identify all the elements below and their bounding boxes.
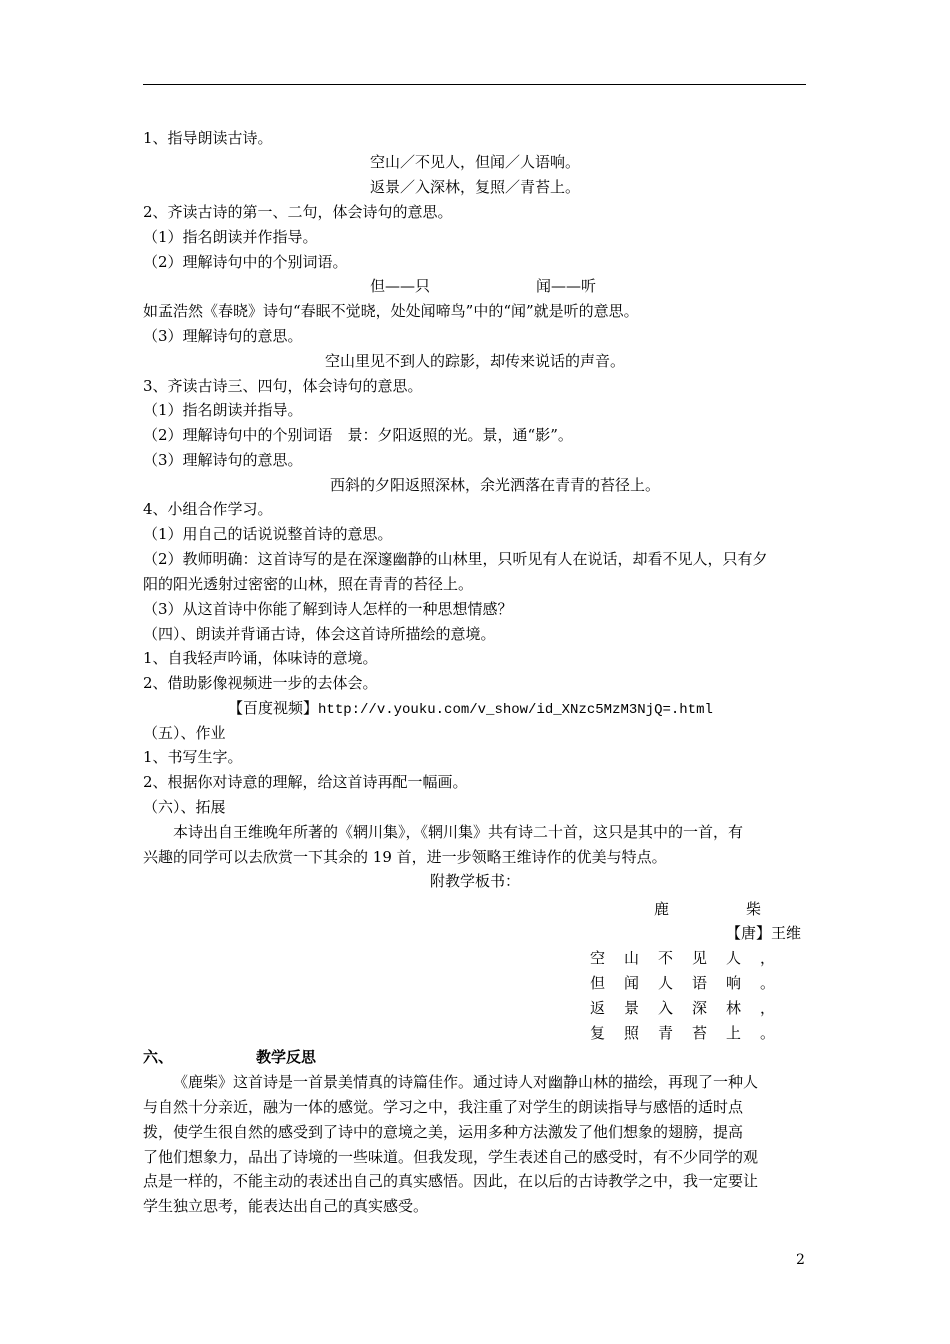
- poem-char: 入: [658, 999, 674, 1017]
- meaning-line: 西斜的夕阳返照深林，余光洒落在青青的苔径上。: [330, 476, 661, 494]
- board-poem-line: [590, 971, 794, 995]
- text-line: 1、指导朗读古诗。: [143, 129, 273, 147]
- text-line: 2、齐读古诗的第一、二句，体会诗句的意思。: [143, 203, 453, 221]
- board-poem-line: [590, 1021, 794, 1045]
- poem-char: 苔: [692, 1024, 708, 1042]
- poem-char: 但: [590, 974, 606, 992]
- text-line: 4、小组合作学习。: [143, 500, 273, 518]
- text-line: （2）理解诗句中的个别词语 景：夕阳返照的光。景，通“影”。: [143, 426, 573, 444]
- poem-char: 闻: [624, 974, 640, 992]
- section-heading: （六）、拓展: [143, 798, 226, 816]
- poem-char: 。: [760, 1024, 776, 1042]
- poem-char: 见: [692, 949, 708, 967]
- poem-char: 复: [590, 1024, 606, 1042]
- video-source-label: 【百度视频】: [228, 699, 319, 717]
- text-line: 2、借助影像视频进一步的去体会。: [143, 674, 378, 692]
- poem-char: 照: [624, 1024, 640, 1042]
- text-line: （3）理解诗句的意思。: [143, 327, 303, 345]
- text-line: 1、书写生字。: [143, 748, 243, 766]
- reflection-line: 了他们想象力，品出了诗境的一些味道。但我发现，学生表述自己的感受时，有不少同学的观: [143, 1148, 759, 1166]
- video-link[interactable]: http://v.youku.com/v_show/id_XNzc5MzM3NjQ=.html: [318, 702, 713, 718]
- poem-reading-line-1: 空山／不见人，但闻／人语响。: [369, 153, 580, 171]
- text-line: 本诗出自王维晚年所著的《辋川集》，《辋川集》共有诗二十首，这只是其中的一首，有: [173, 823, 744, 841]
- poem-char: 空: [590, 949, 606, 967]
- text-line: （1）指名朗读并作指导。: [143, 228, 318, 246]
- text-line: 1、自我轻声吟诵，体味诗的意境。: [143, 649, 378, 667]
- board-title-char-2: 柴: [746, 900, 762, 918]
- reflection-heading: 教学反思: [256, 1048, 317, 1066]
- text-line: （2）理解诗句中的个别词语。: [143, 253, 348, 271]
- text-line: （3）从这首诗中你能了解到诗人怎样的一种思想情感？: [143, 600, 513, 618]
- board-poem-line: [590, 946, 794, 970]
- word-gloss-1: 但——只: [370, 277, 431, 295]
- text-line: （1）用自己的话说说整首诗的意思。: [143, 525, 393, 543]
- meaning-line: 空山里见不到人的踪影，却传来说话的声音。: [324, 352, 625, 370]
- text-line: （2）教师明确：这首诗写的是在深邃幽静的山林里，只听见有人在说话，却看不见人，只有夕: [143, 550, 768, 568]
- poem-char: 上: [726, 1024, 742, 1042]
- reflection-line: 《鹿柴》这首诗是一首景美情真的诗篇佳作。通过诗人对幽静山林的描绘，再现了一种人: [173, 1073, 759, 1091]
- reflection-line: 点是一样的，不能主动的表述出自己的真实感悟。因此，在以后的古诗教学之中，我一定要让: [143, 1172, 759, 1190]
- poem-char: 不: [658, 949, 674, 967]
- poem-char: 景: [624, 999, 640, 1017]
- reflection-line: 学生独立思考，能表达出自己的真实感受。: [143, 1197, 429, 1215]
- word-gloss-2: 闻——听: [536, 277, 597, 295]
- text-line: 兴趣的同学可以去欣赏一下其余的 19 首，进一步领略王维诗作的优美与特点。: [143, 848, 667, 866]
- text-line: 3、齐读古诗三、四句，体会诗句的意思。: [143, 377, 423, 395]
- board-author: 【唐】王维: [726, 924, 802, 942]
- section-heading: （五）、作业: [143, 724, 226, 742]
- text-line: 阳的阳光透射过密密的山林，照在青青的苔径上。: [143, 575, 474, 593]
- poem-reading-line-2: 返景／入深林，复照／青苔上。: [369, 178, 580, 196]
- video-reference: [228, 696, 713, 720]
- poem-char: 语: [692, 974, 708, 992]
- page-number: 2: [796, 1252, 805, 1268]
- text-line: （3）理解诗句的意思。: [143, 451, 303, 469]
- section-heading: （四）、朗读并背诵古诗，体会这首诗所描绘的意境。: [143, 625, 496, 643]
- poem-char: 。: [760, 974, 776, 992]
- poem-char: 人: [726, 949, 742, 967]
- board-poem-line: [590, 996, 794, 1020]
- text-line: （1）指名朗读并指导。: [143, 401, 303, 419]
- poem-char: 林: [726, 999, 742, 1017]
- poem-char: 山: [624, 949, 640, 967]
- reflection-line: 与自然十分亲近，融为一体的感觉。学习之中，我注重了对学生的朗读指导与感悟的适时点: [143, 1098, 744, 1116]
- reflection-heading-number: 六、: [143, 1048, 174, 1066]
- board-title-char-1: 鹿: [654, 900, 670, 918]
- header-rule: [143, 84, 806, 85]
- text-line: 2、根据你对诗意的理解，给这首诗再配一幅画。: [143, 773, 468, 791]
- poem-char: 人: [658, 974, 674, 992]
- poem-char: ，: [760, 999, 776, 1017]
- text-line: 如孟浩然《春晓》诗句“春眠不觉晓，处处闻啼鸟”中的“闻”就是听的意思。: [143, 302, 639, 320]
- poem-char: 深: [692, 999, 708, 1017]
- reflection-line: 拨，使学生很自然的感受到了诗中的意境之美，运用多种方法激发了他们想象的翅膀，提高: [143, 1123, 744, 1141]
- poem-char: 响: [726, 974, 742, 992]
- poem-char: 返: [590, 999, 606, 1017]
- poem-char: ，: [760, 949, 776, 967]
- board-caption: 附教学板书：: [429, 872, 520, 890]
- poem-char: 青: [658, 1024, 674, 1042]
